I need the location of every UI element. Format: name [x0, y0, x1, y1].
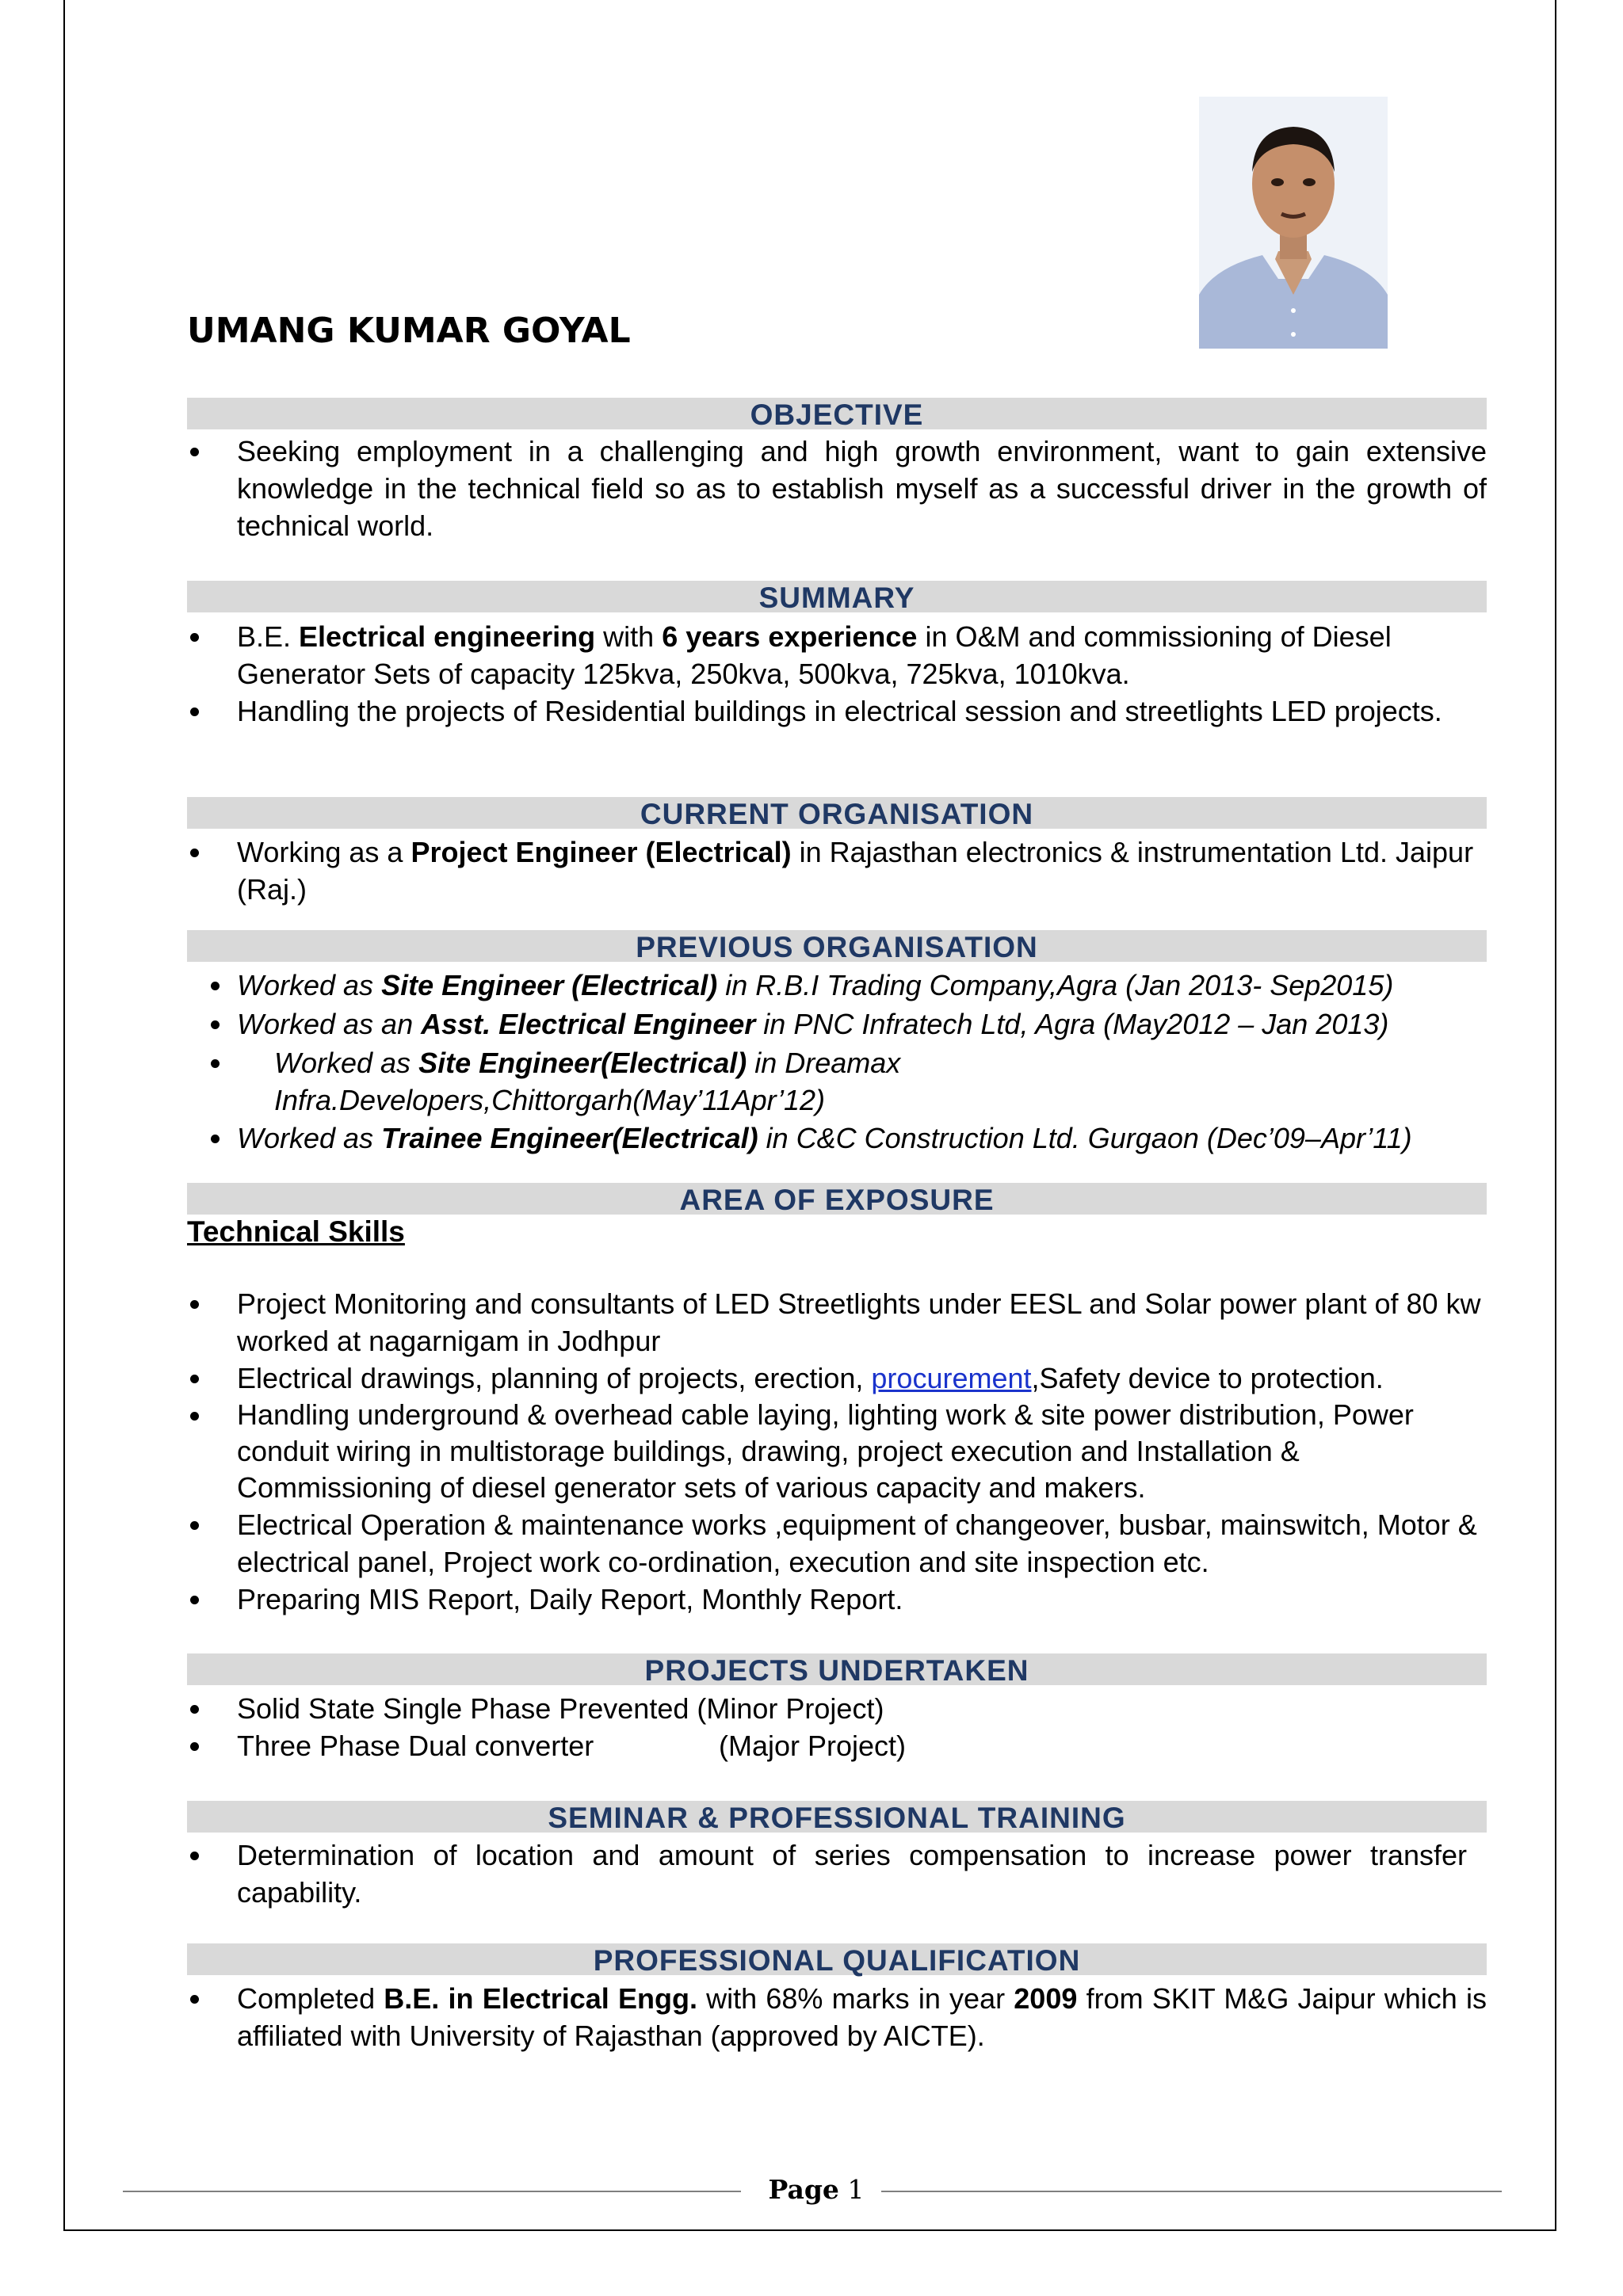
current-org-list	[187, 833, 1487, 908]
previous-org-list	[187, 967, 1487, 1157]
procurement-link[interactable]: procurement	[871, 1362, 1032, 1394]
list-item: Handling underground & overhead cable laying, lighting work & site power distribution, Power conduit wiring in multistorage buildings, drawing, project execution and Installation & Commissioning of diesel generator sets of various capacity and makers.	[187, 1397, 1487, 1506]
list-item: Three Phase Dual converter (Major Project)	[187, 1727, 1487, 1764]
page-number: Page 1	[768, 2174, 865, 2205]
exposure-list	[187, 1285, 1487, 1618]
qualification-list	[187, 1980, 1487, 2054]
list-item: Worked as Site Engineer(Electrical) in Dreamax Infra.Developers,Chittorgarh(May’11Apr’12)	[187, 1044, 1487, 1119]
candidate-name: UMANG KUMAR GOYAL	[187, 311, 631, 351]
list-item: Handling the projects of Residential buildings in electrical session and streetlights LED projects.	[187, 692, 1487, 730]
summary-heading: SUMMARY	[187, 581, 1487, 612]
list-item: B.E. Electrical engineering with 6 years experience in O&M and commissioning of Diesel Generator Sets of capacity 125kva, 250kva, 500kva, 725kva, 1010kva.	[187, 618, 1487, 692]
footer-rule-right	[881, 2191, 1502, 2192]
list-item: Solid State Single Phase Prevented (Minor Project)	[187, 1690, 1487, 1727]
list-item: Worked as Trainee Engineer(Electrical) in C&C Construction Ltd. Gurgaon (Dec’09–Apr’11)	[187, 1119, 1487, 1157]
projects-heading: PROJECTS UNDERTAKEN	[187, 1653, 1487, 1685]
footer-rule-left	[123, 2191, 741, 2192]
list-item: Working as a Project Engineer (Electrical) in Rajasthan electronics & instrumentation Ltd. Jaipur (Raj.)	[187, 833, 1487, 908]
list-item: Worked as an Asst. Electrical Engineer in PNC Infratech Ltd, Agra (May2012 – Jan 2013)	[187, 1005, 1487, 1043]
objective-list	[187, 433, 1487, 544]
profile-photo	[1199, 97, 1388, 349]
exposure-heading: AREA OF EXPOSURE	[187, 1183, 1487, 1215]
current-org-heading: CURRENT ORGANISATION	[187, 797, 1487, 829]
seminar-list	[187, 1836, 1487, 1911]
list-item: Worked as Site Engineer (Electrical) in R.B.I Trading Company,Agra (Jan 2013- Sep2015)	[187, 967, 1487, 1004]
objective-text: Seeking employment in a challenging and high growth environment, want to gain extensive knowledge in the technical field so as to establish myself as a successful driver in the growth of technical world.	[187, 433, 1487, 544]
qualification-heading: PROFESSIONAL QUALIFICATION	[187, 1943, 1487, 1975]
objective-heading: OBJECTIVE	[187, 398, 1487, 429]
list-item: Preparing MIS Report, Daily Report, Monthly Report.	[187, 1581, 1487, 1618]
summary-list	[187, 618, 1487, 730]
list-item: Completed B.E. in Electrical Engg. with 68% marks in year 2009 from SKIT M&G Jaipur which is affiliated with University of Rajasthan (approved by AICTE).	[187, 1980, 1487, 2054]
seminar-heading: SEMINAR & PROFESSIONAL TRAINING	[187, 1801, 1487, 1833]
list-item: Project Monitoring and consultants of LED Streetlights under EESL and Solar power plant of 80 kw worked at nagarnigam in Jodhpur	[187, 1285, 1487, 1360]
previous-org-heading: PREVIOUS ORGANISATION	[187, 930, 1487, 962]
list-item: Electrical drawings, planning of projects, erection, procurement,Safety device to protection.	[187, 1360, 1487, 1397]
list-item: Electrical Operation & maintenance works ,equipment of changeover, busbar, mainswitch, Motor & electrical panel, Project work co-ordination, execution and site inspection etc.	[187, 1506, 1487, 1581]
technical-skills-subhead: Technical Skills	[187, 1215, 405, 1248]
list-item: Determination of location and amount of series compensation to increase power transfer capability.	[187, 1836, 1487, 1911]
projects-list	[187, 1690, 1487, 1764]
